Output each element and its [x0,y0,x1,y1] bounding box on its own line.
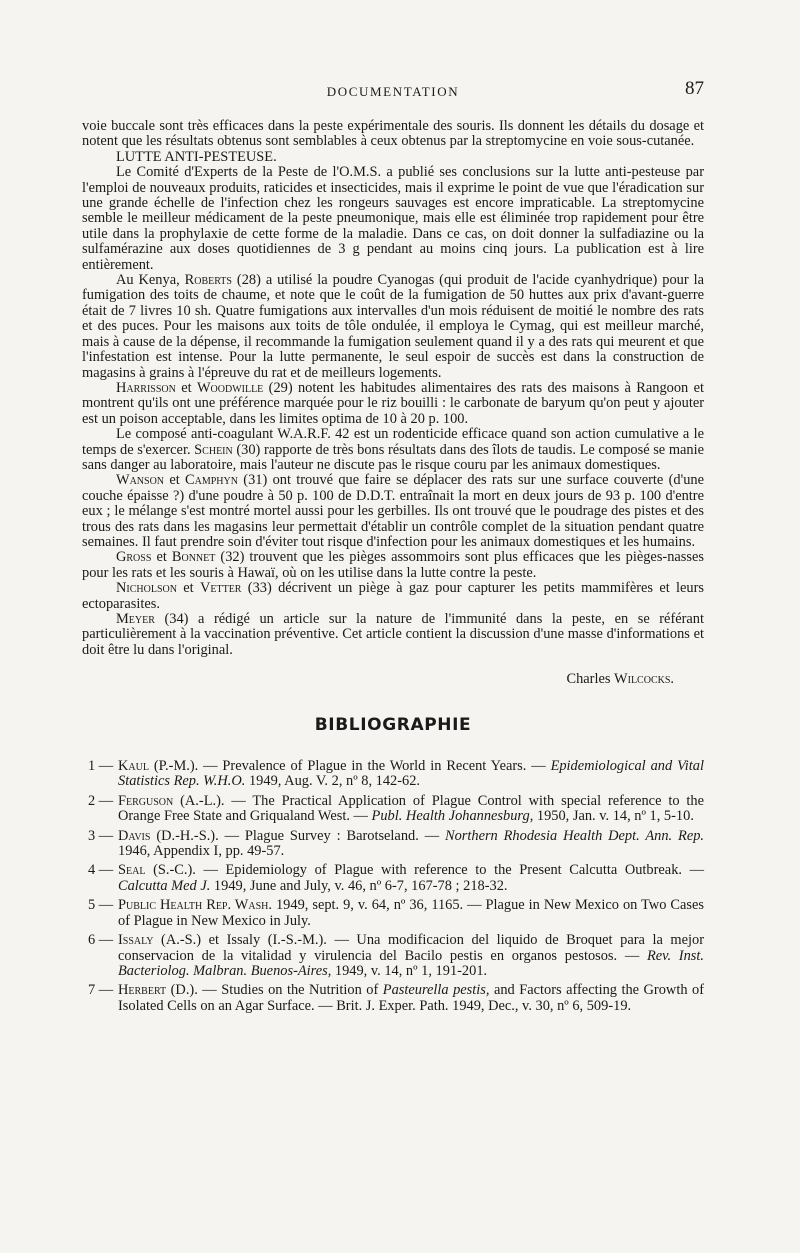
bibliography-entry: 5 — Public Health Rep. Wash. 1949, sept. 9, v. 64, nº 36, 1165. — Plague in New Mexico on Two Cases of Plague in New Mexico in July. [88,897,704,929]
author-name: Schein [194,441,233,458]
bibliography-entry: 7 — Herbert (D.). — Studies on the Nutrition of Pasteurella pestis, and Factors affecting the Growth of Isolated Cells on an Agar Surface. — Brit. J. Exper. Path. 1949, Dec., v. 30, nº 6, 509-19. [88,982,704,1014]
paragraph-gross: Gross et Bonnet (32) trouvent que les pièges assommoirs sont plus efficaces que les pièges-nasses pour les rats et les souris à Hawaï, où on les utilise dans la lutte contre la peste. [82,549,704,581]
author-name: Harrisson [116,379,176,396]
paragraph-continued: voie buccale sont très efficaces dans la peste expérimentale des souris. Ils donnent les détails du dosage et notent que les résultats obtenus sont semblables à ceux obtenus par la streptomycine en voie sous-cutanée. [82,118,704,150]
author-name: Meyer [116,611,155,627]
page-number: 87 [685,78,704,99]
bibliography-entry: 6 — Issaly (A.-S.) et Issaly (I.-S.-M.). — Una modificacion del liquido de Broquet para la mejor conservacion de la vitalidad y virulencia del Bacilo pestis en organos pestosos. — Rev. Inst. Bacteriolog. Malbran. Buenos-Aires, 1949, v. 14, nº 1, 191-201. [88,932,704,979]
paragraph-harrisson: Harrisson et Woodwille (29) notent les habitudes alimentaires des rats des maisons à Rangoon et montrent qu'ils ont une préférence marquée pour le riz bouilli : le carbonate de baryum qu'on peut y ajouter est un poison acceptable, dans les limites optima de 10 à 20 p. 100. [82,379,704,427]
body-text [82,119,704,1018]
paragraph-meyer: Meyer (34) a rédigé un article sur la nature de l'immunité dans la peste, en se référant particulièrement à la vaccination préventive. Cet article contient la discussion d'une masse d'informations et doit être lu dans l'original. [82,611,704,658]
running-title: DOCUMENTATION [326,84,460,99]
bibliography-list [82,759,704,1014]
author-name: Vetter [199,580,242,597]
bibliography-entry: 1 — Kaul (P.-M.). — Prevalence of Plague in the World in Recent Years. — Epidemiological and Vital Statistics Rep. W.H.O. 1949, Aug. V. 2, nº 8, 142-62. [88,758,704,790]
bibliography-heading: BIBLIOGRAPHIE [314,714,472,735]
author-name: Woodwille [196,379,264,396]
paragraph-oms: Le Comité d'Experts de la Peste de l'O.M.S. a publié ses conclusions sur la lutte anti-pesteuse par l'emploi de nouveaux produits, raticides et insecticides, mais il exprime le point de vue que l'éradication sur une grande échelle de l'infection chez les rongeurs sauvages est encore impraticable. La streptomycine semble le meilleur médicament de la peste pneumonique, mais elle est éliminée trop rapidement pour être utile dans la prophylaxie de cette forme de la maladie. Dans ce cas, on doit donner la sulfadiazine ou la sulfamérazine aux doses quotidiennes de 3 g pendant au moins cinq jours. La publication est à lire entièrement. [82,164,704,273]
section-heading: LUTTE ANTI-PESTEUSE. [116,148,277,165]
author-name: Nicholson [116,580,177,597]
paragraph-wanson: Wanson et Camphyn (31) ont trouvé que faire se déplacer des rats sur une surface couverte (d'une couche épaisse ?) d'une poudre à 50 p. 100 de D.D.T. entraînait la mort en deux jours de 93 p. 100 d'entre eux ; le mélange s'est montré mortel aussi pour les gerbilles. Ils ont trouvé que le poudrage des pistes et des trous des rats dans les magasins leur permettait d'établir un contrôle complet de la situation pendant quatre semaines. Il faut prendre soin d'éviter tout risque d'infection pour les animaux domestiques et les humains. [82,472,704,550]
author-name: Roberts [184,272,232,289]
author-name: Bonnet [171,549,216,566]
author-name: Camphyn [185,472,238,489]
paragraph-nicholson: Nicholson et Vetter (33) décrivent un piège à gaz pour capturer les petits mammifères et leurs ectoparasites. [82,580,704,612]
bibliography-entry: 4 — Seal (S.-C.). — Epidemiology of Plague with reference to the Present Calcutta Outbreak. — Calcutta Med J. 1949, June and July, v. 46, nº 6-7, 167-78 ; 218-32. [88,862,704,894]
paragraph-roberts: Au Kenya, Roberts (28) a utilisé la poudre Cyanogas (qui produit de l'acide cyanhydrique) pour la fumigation des toits de chaume, et note que le coût de la fumigation de 50 huttes aux prix d'avant-guerre était de 7 livres 10 sh. Quatre fumigations aux intervalles d'un mois réduisent de moitié le nombre des rats et des puces. Pour les maisons aux toits de tôle ondulée, il employa le Cymag, qui est meilleur marché, mais à cause de la dépense, il recommande la fumigation seulement quand il y a des rats qui meurent et que l'infestation est intense. Pour la lutte permanente, le seul espoir de succès est dans la construction de magasins à grains à l'épreuve du rat et de meilleurs logements. [82,272,704,381]
paragraph-warf: Le composé anti-coagulant W.A.R.F. 42 est un rodenticide efficace quand son action cumulative a le temps de s'exercer. Schein (30) rapporte de très bons résultats dans des îlots de taudis. Le composé se manie sans danger au laboratoire, mais l'auteur ne discute pas le risque couru par les animaux domestiques. [82,426,704,473]
author-name: Wanson [116,472,165,489]
bibliography-entry: 2 — Ferguson (A.-L.). — The Practical Application of Plague Control with special reference to the Orange Free State and Griqualand West. — Publ. Health Johannesburg, 1950, Jan. v. 14, nº 1, 5-10. [88,792,704,825]
page-header [82,78,704,104]
author-name: Gross [116,549,152,566]
bibliography-entry: 3 — Davis (D.-H.-S.). — Plague Survey : Barotseland. — Northern Rhodesia Health Dept. Ann. Rep. 1946, Appendix I, pp. 49-57. [88,827,704,860]
signature: Charles Wilcocks. [566,671,674,688]
